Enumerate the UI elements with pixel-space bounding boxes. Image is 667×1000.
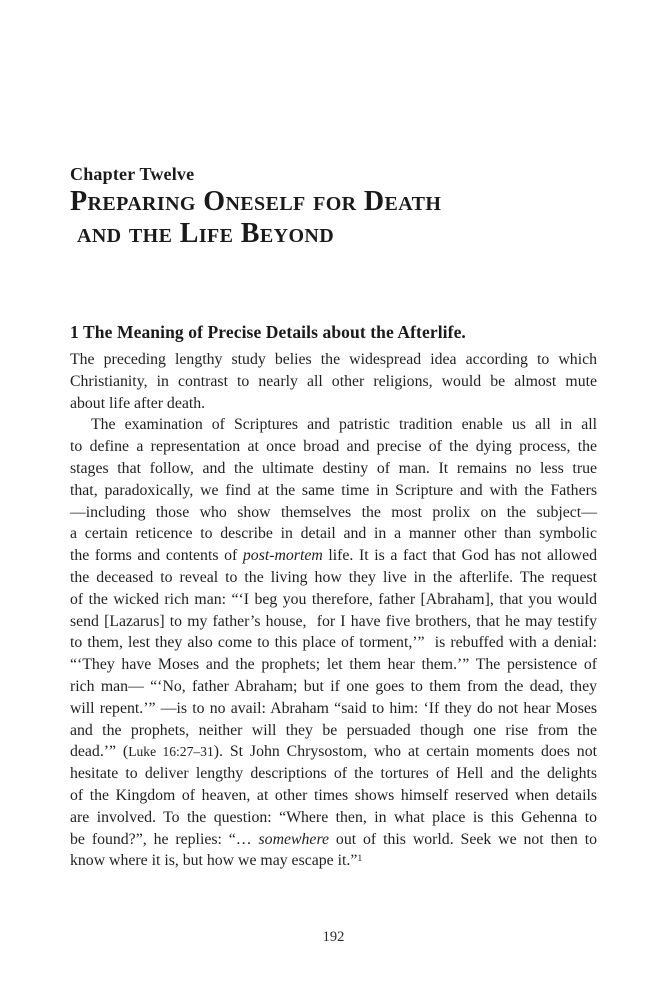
text-line: stages that follow, and the ultimate destiny of man. It remains no less true: [70, 459, 597, 477]
text-line: that, paradoxically, we find at the same time in Scripture and with the Fathers: [70, 481, 597, 499]
text-line: a certain reticence to describe in detail and in a manner other than symbolic: [70, 525, 597, 543]
text-line: send [Lazarus] to my father’s house, for I have five brothers, that he may testify: [70, 612, 597, 630]
text-line: of the Kingdom of heaven, at other times shows himself reserved when details: [70, 786, 597, 804]
text-line: —including those who show themselves the most prolix on the subject—: [70, 503, 597, 521]
text-line: the deceased to reveal to the living how they live in the afterlife. The request: [70, 568, 597, 586]
text-line: “‘They have Moses and the prophets; let them hear them.’” The persistence of: [70, 656, 597, 674]
text-line: The examination of Scriptures and patristic tradition enable us all in all: [91, 416, 597, 434]
text-line: hesitate to deliver lengthy descriptions of the tortures of Hell and the delights: [70, 765, 597, 783]
text-line: are involved. To the question: “Where then, in what place is this Gehenna to: [70, 808, 597, 826]
body-text: [70, 349, 597, 872]
text-line: be found?”, he replies: “… somewhere out of this world. Seek we not then to: [70, 830, 598, 848]
text-line: will repent.’” —is to no avail: Abraham “said to him: ‘If they do not hear Moses: [70, 699, 597, 717]
text-line: to them, lest they also come to this place of torment,’” is rebuffed with a denial:: [70, 634, 597, 652]
text-line: know where it is, but how we may escape it.”$^1$: [70, 852, 363, 870]
text-line: about life after death.: [70, 394, 206, 412]
text-line: the forms and contents of post-mortem life. It is a fact that God has not allowed: [70, 547, 597, 565]
chapter-label: Chapter Twelve: [70, 164, 195, 184]
text-line: Christianity, in contrast to nearly all other religions, would be almost mute: [70, 372, 597, 390]
text-line: rich man— “‘No, father Abraham; but if one goes to them from the dead, they: [70, 677, 597, 695]
text-line: and the prophets, neither will they be persuaded though one rise from the: [70, 721, 597, 739]
chapter-title: [70, 186, 441, 250]
chapter-title-line2: and the Life Beyond: [77, 218, 335, 249]
paragraph: [70, 349, 597, 414]
paragraph: [70, 414, 597, 872]
text-line: The preceding lengthy study belies the widespread idea according to which: [70, 351, 597, 368]
text-line: to define a representation at once broad and precise of the dying process, the: [70, 438, 597, 456]
text-line: of the wicked rich man: “‘I beg you therefore, father [Abraham], that you would: [70, 590, 597, 608]
section-heading: 1 The Meaning of Precise Details about the Afterlife.: [70, 322, 466, 342]
page-number: 192: [322, 929, 345, 945]
text-line: dead.’” (Luke 16:27–31). St John Chrysostom, who at certain moments does not: [70, 743, 597, 761]
chapter-title-line1: Preparing Oneself for Death: [70, 186, 442, 217]
